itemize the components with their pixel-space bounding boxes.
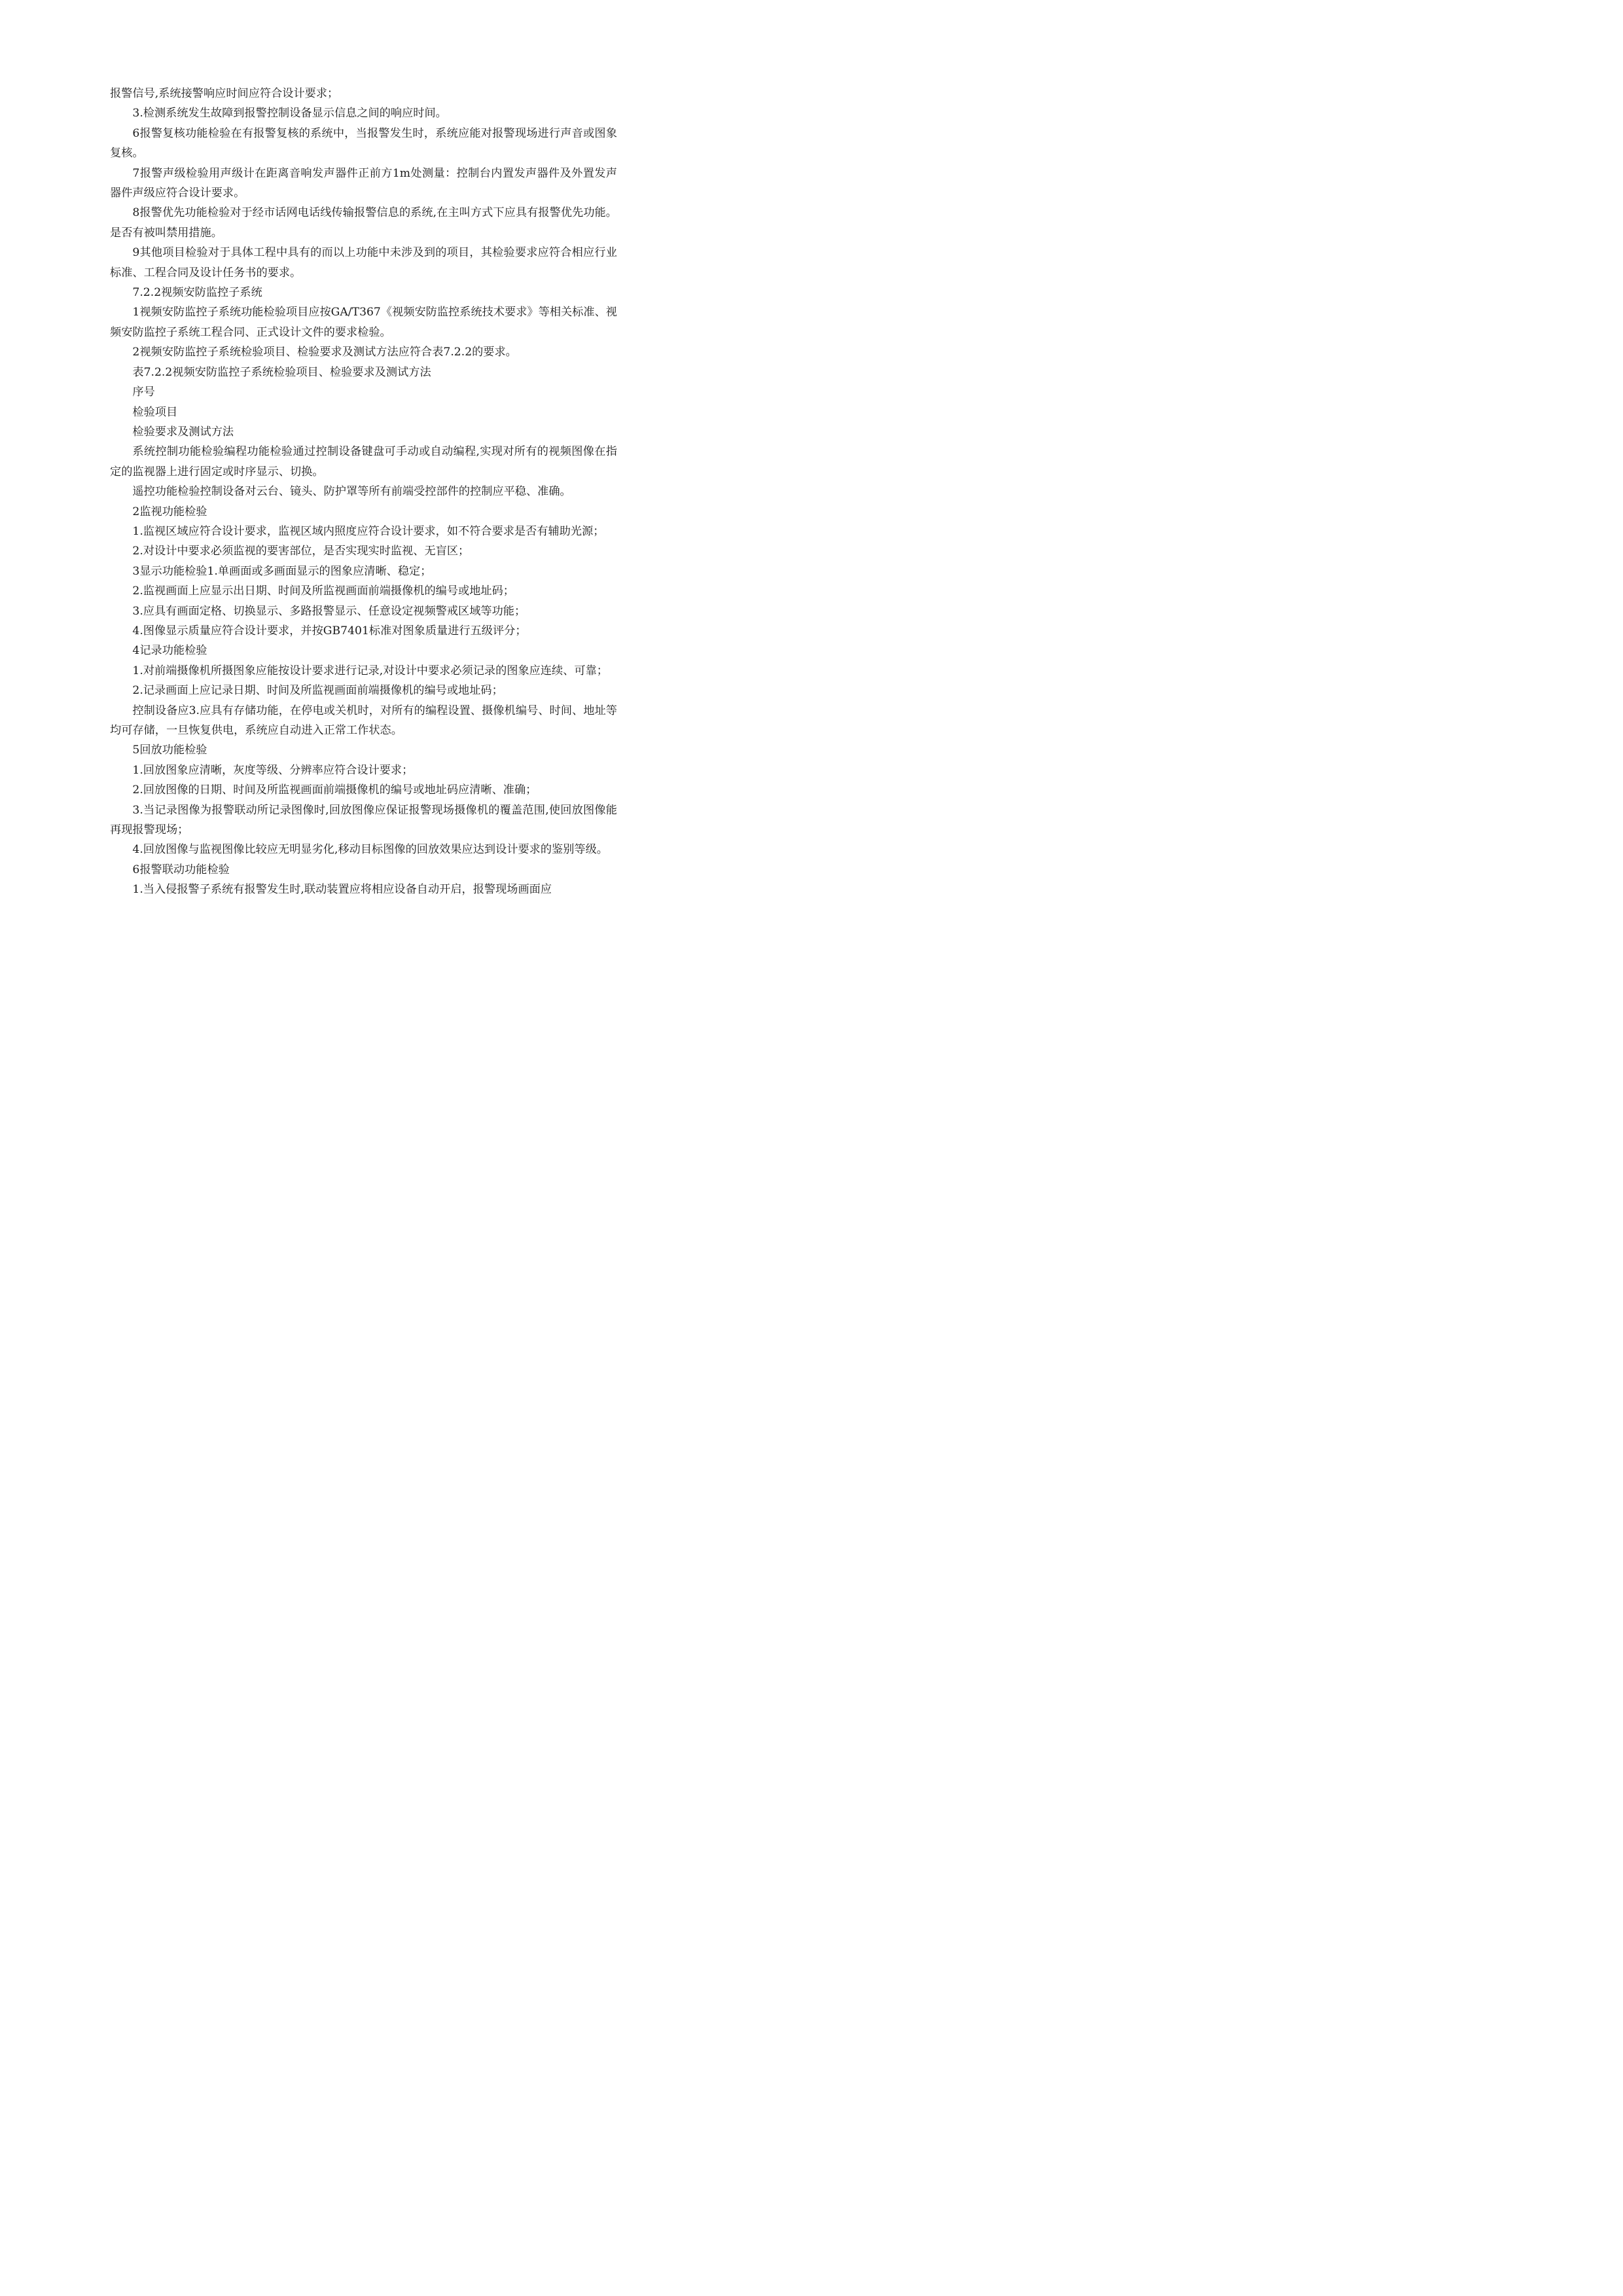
paragraph: 3.应具有画面定格、切换显示、多路报警显示、任意设定视频警戒区域等功能； [132, 604, 526, 618]
paragraph: 4记录功能检验 [132, 644, 207, 658]
paragraph: 2.对设计中要求必须监视的要害部位，是否实现实时监视、无盲区； [132, 545, 470, 558]
paragraph: 4.回放图像与监视图像比较应无明显劣化,移动目标图像的回放效果应达到设计要求的鉴别等级。 [132, 843, 608, 857]
paragraph: 2.回放图像的日期、时间及所监视画面前端摄像机的编号或地址码应清晰、准确； [132, 783, 537, 797]
paragraph: 控制设备应3.应具有存储功能，在停电或关机时，对所有的编程设置、摄像机编号、时间、地址等均可存储，一旦恢复供电，系统应自动进入正常工作状态。 [110, 704, 617, 737]
paragraph: 系统控制功能检验编程功能检验通过控制设备键盘可手动或自动编程,实现对所有的视频图像在指定的监视器上进行固定或时序显示、切换。 [110, 445, 617, 478]
table-header-cell: 检验项目 [132, 405, 178, 419]
paragraph: 3.当记录图像为报警联动所记录图像时,回放图像应保证报警现场摄像机的覆盖范围,使回放图像能再现报警现场； [110, 803, 617, 837]
paragraph: 1.回放图象应清晰，灰度等级、分辨率应符合设计要求； [132, 763, 414, 777]
paragraph: 4.图像显示质量应符合设计要求，并按GB7401标准对图象质量进行五级评分； [132, 624, 527, 637]
paragraph: 1.监视区域应符合设计要求，监视区域内照度应符合设计要求，如不符合要求是否有辅助光源； [132, 524, 605, 538]
paragraph: 2监视功能检验 [132, 505, 207, 518]
paragraph: 报警信号,系统接警响应时间应符合设计要求； [110, 87, 339, 100]
paragraph: 3显示功能检验1.单画面或多画面显示的图象应清晰、稳定； [132, 564, 432, 578]
table-header-cell: 检验要求及测试方法 [132, 425, 234, 439]
table-header-cell: 序号 [132, 386, 155, 399]
paragraph: 9其他项目检验对于具体工程中具有的而以上功能中未涉及到的项目，其检验要求应符合相应行业标准、工程合同及设计任务书的要求。 [110, 246, 617, 279]
paragraph: 8报警优先功能检验对于经市话网电话线传输报警信息的系统,在主叫方式下应具有报警优先功能。是否有被叫禁用措施。 [110, 206, 617, 240]
paragraph: 2视频安防监控子系统检验项目、检验要求及测试方法应符合表7.2.2的要求。 [132, 346, 517, 359]
paragraph: 6报警复核功能检验在有报警复核的系统中，当报警发生时，系统应能对报警现场进行声音或图象复核。 [110, 126, 617, 160]
section-heading: 7.2.2视频安防监控子系统 [132, 286, 262, 300]
paragraph: 1.当入侵报警子系统有报警发生时,联动装置应将相应设备自动开启，报警现场画面应 [132, 883, 552, 897]
paragraph: 2.记录画面上应记录日期、时间及所监视画面前端摄像机的编号或地址码； [132, 684, 503, 698]
document-page [110, 84, 617, 900]
paragraph: 6报警联动功能检验 [132, 863, 230, 876]
paragraph: 1视频安防监控子系统功能检验项目应按GA/T367《视频安防监控系统技术要求》等相关标准、视频安防监控子系统工程合同、正式设计文件的要求检验。 [110, 306, 617, 339]
paragraph: 2.监视画面上应显示出日期、时间及所监视画面前端摄像机的编号或地址码； [132, 584, 514, 598]
paragraph: 3.检测系统发生故障到报警控制设备显示信息之间的响应时间。 [132, 107, 447, 120]
paragraph: 1.对前端摄像机所摄图象应能按设计要求进行记录,对设计中要求必须记录的图象应连续、可靠； [132, 664, 608, 677]
paragraph: 7报警声级检验用声级计在距离音响发声器件正前方1m处测量：控制台内置发声器件及外置发声器件声级应符合设计要求。 [110, 166, 617, 200]
paragraph: 5回放功能检验 [132, 744, 207, 757]
paragraph: 遥控功能检验控制设备对云台、镜头、防护罩等所有前端受控部件的控制应平稳、准确。 [132, 485, 571, 499]
table-caption: 表7.2.2视频安防监控子系统检验项目、检验要求及测试方法 [132, 365, 431, 379]
